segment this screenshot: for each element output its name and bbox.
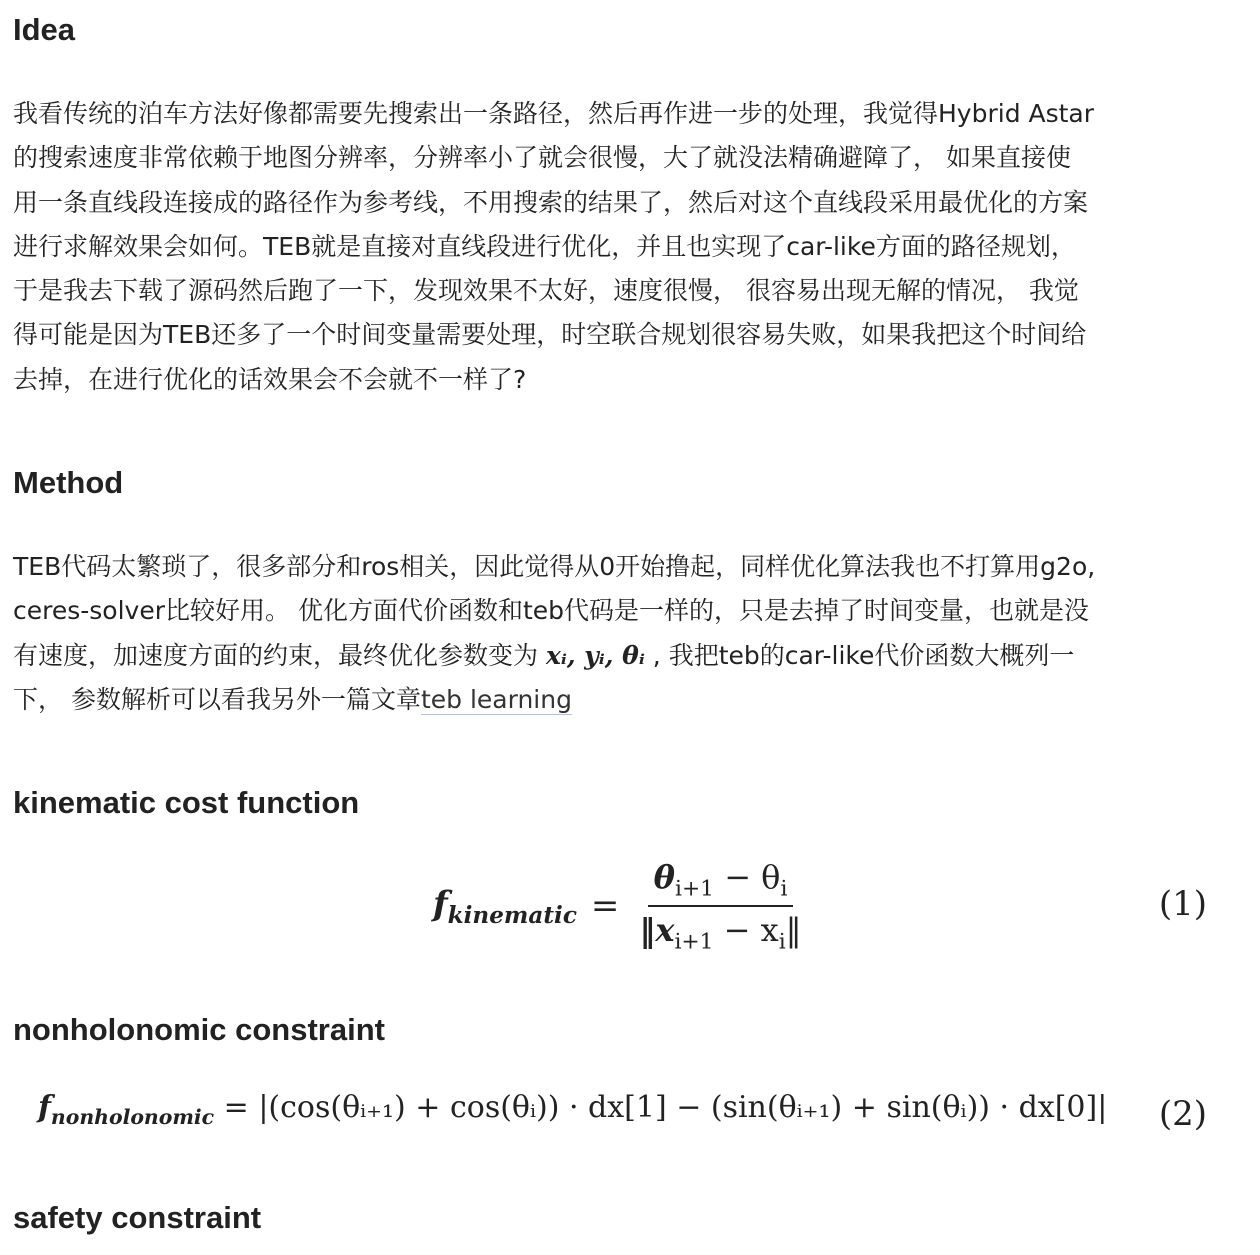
- teb-learning-link[interactable]: teb learning: [420, 684, 572, 714]
- idea-line-6: 得可能是因为TEB还多了一个时间变量需要处理，时空联合规划很容易失败，如果我把这个时间给: [13, 320, 1087, 350]
- kinematic-lhs: $f_{kinematic}$: [433, 883, 577, 929]
- nonholonomic-lhs: $f_{nonholonomic}$: [38, 1090, 215, 1129]
- method-line-2: ceres-solver比较好用。 优化方面代价函数和teb代码是一样的，只是去掉了时间变量，也就是没: [13, 596, 1090, 626]
- safety-heading: safety constraint: [13, 1200, 262, 1235]
- equation-number-1: (1): [1158, 884, 1207, 924]
- method-paragraph: [13, 545, 1209, 722]
- method-line-4: [13, 678, 1209, 722]
- method-line-4-text: 下， 参数解析可以看我另外一篇文章: [13, 684, 421, 714]
- idea-line-5: 于是我去下载了源码然后跑了一下，发现效果不太好，速度很慢， 很容易出现无解的情况， 我觉: [13, 276, 1079, 306]
- kinematic-formula: [433, 857, 808, 955]
- kinematic-heading: kinematic cost function: [13, 785, 360, 820]
- equation-number-2: (2): [1158, 1094, 1207, 1134]
- kinematic-fraction: [633, 858, 807, 955]
- method-line-1: TEB代码太繁琐了，很多部分和ros相关，因此觉得从0开始撸起，同样优化算法我也不打算用g2o,: [13, 552, 1096, 581]
- kinematic-equation: [13, 857, 1207, 955]
- nonholonomic-heading: nonholonomic constraint: [13, 1012, 385, 1047]
- idea-line-2: 的搜索速度非常依赖于地图分辨率，分辨率小了就会很慢，大了就没法精确避障了， 如果直接使: [13, 143, 1071, 173]
- kinematic-denominator: $‖x_{i+1}$ − $x_i‖$: [639, 911, 802, 955]
- idea-paragraph: [13, 92, 1209, 402]
- method-line-3-tail: , 我把teb的car-like代价函数大概列一: [652, 640, 1075, 670]
- method-line-3-text: 有速度，加速度方面的约束，最终优化参数变为: [13, 640, 539, 670]
- idea-line-3: 用一条直线段连接成的路径作为参考线，不用搜索的结果了，然后对这个直线段采用最优化的方案: [13, 187, 1089, 217]
- optimization-params-math: xᵢ, yᵢ, θᵢ: [545, 640, 645, 670]
- idea-heading: Idea: [13, 12, 76, 47]
- equals-sign: =: [590, 886, 620, 926]
- method-line-3: [13, 634, 1209, 678]
- nonholonomic-rhs: = |(cos(θᵢ₊₁) + cos(θᵢ)) · dx[1] − (sin(θᵢ₊₁) + sin(θᵢ)) · dx[0]|: [223, 1090, 1108, 1125]
- nonholonomic-formula: [38, 1090, 1107, 1129]
- method-heading: Method: [13, 465, 124, 500]
- nonholonomic-equation: [13, 1090, 1207, 1140]
- idea-line-4: 进行求解效果会如何。TEB就是直接对直线段进行优化，并且也实现了car-like方面的路径规划，: [13, 231, 1076, 261]
- kinematic-numerator: $\theta_{i+1} - \theta_i$: [648, 858, 794, 907]
- idea-line-1: 我看传统的泊车方法好像都需要先搜索出一条路径，然后再作进一步的处理，我觉得Hybrid Astar: [13, 99, 1095, 128]
- idea-line-7: 去掉，在进行优化的话效果会不会就不一样了?: [13, 364, 527, 394]
